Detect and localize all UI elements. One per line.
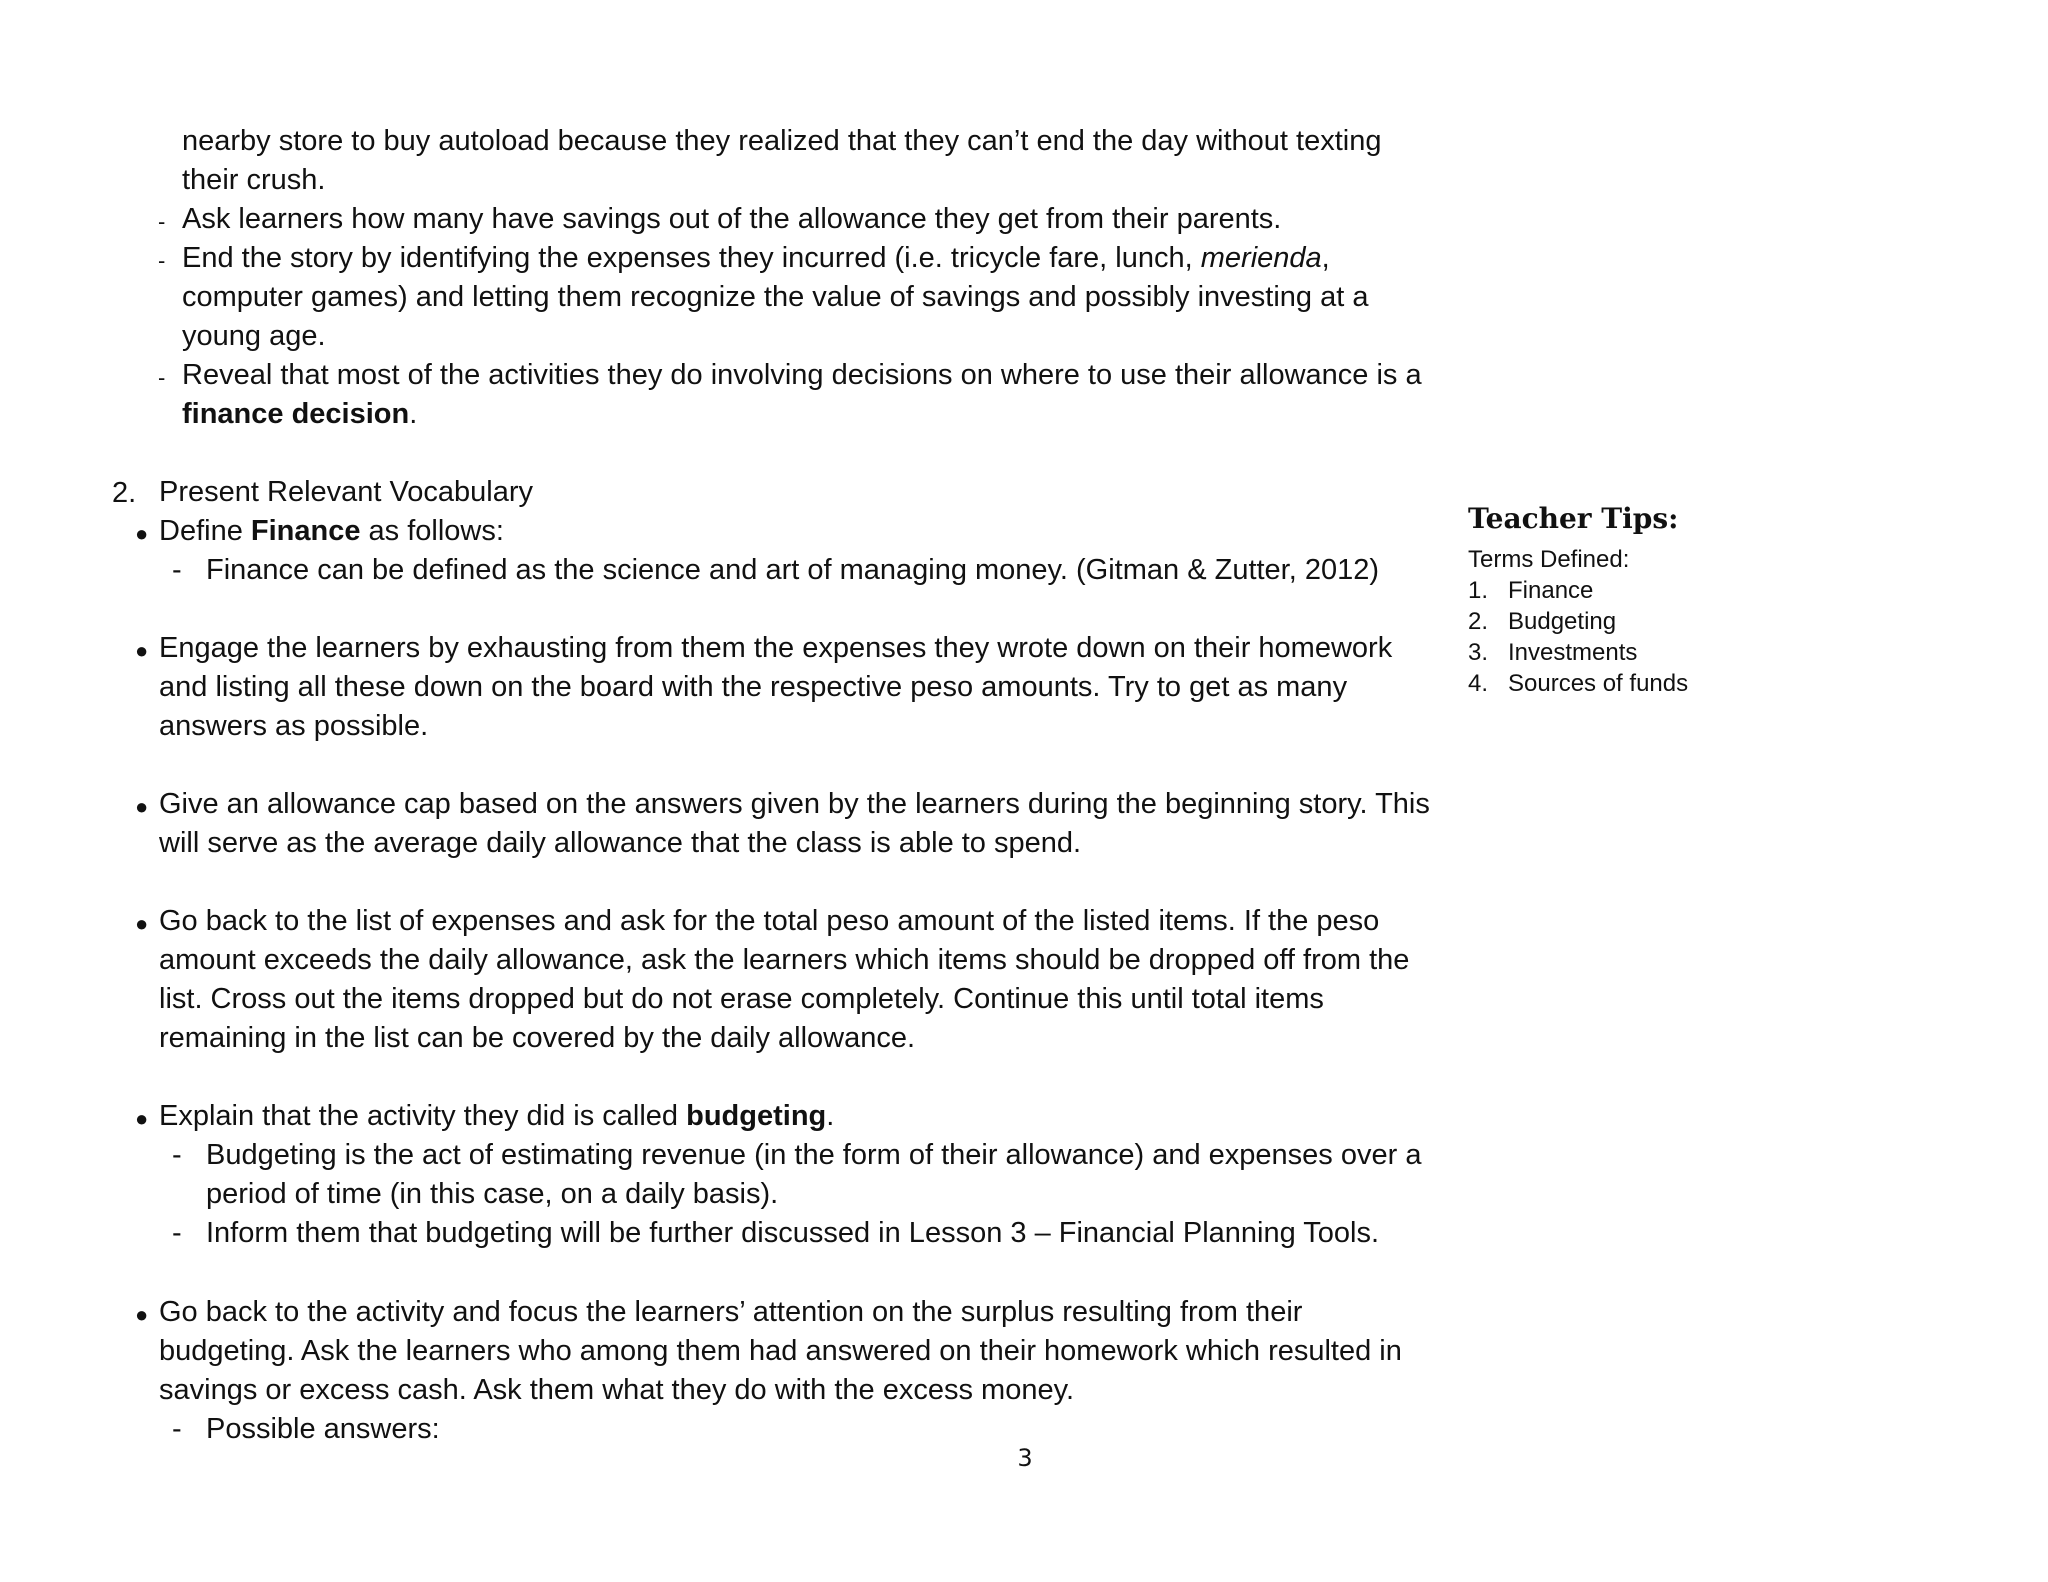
text-line: their crush. [182, 164, 326, 196]
text-line: finance decision. [182, 398, 418, 430]
section-title: Present Relevant Vocabulary [159, 476, 533, 508]
terms-list [1468, 575, 2008, 699]
text-line: Budgeting is the act of estimating revenue (in the form of their allowance) and expenses over a [206, 1139, 1422, 1171]
term-finance: Finance [250, 515, 361, 547]
dash-marker: - [158, 209, 166, 234]
term-finance-decision: finance decision [182, 398, 410, 430]
text-line: Define Finance as follows: [159, 515, 504, 547]
text-line: savings or excess cash. Ask them what they do with the excess money. [159, 1374, 1075, 1406]
bullet-marker: ● [135, 911, 149, 936]
text-line: Explain that the activity they did is called budgeting. [159, 1100, 835, 1132]
text-line: young age. [182, 320, 326, 352]
text-line: remaining in the list can be covered by the daily allowance. [159, 1022, 916, 1054]
text-line: Inform them that budgeting will be further discussed in Lesson 3 – Financial Planning Tools. [206, 1217, 1380, 1249]
section-number: 2. [112, 477, 137, 509]
term-budgeting: budgeting [686, 1100, 827, 1132]
term-item: 1. Finance [1468, 577, 1594, 604]
bullet-marker: ● [135, 638, 149, 663]
dash-marker: - [172, 1217, 182, 1249]
dash-marker: - [158, 365, 166, 390]
bullet-marker: ● [135, 1302, 149, 1327]
text-line: period of time (in this case, on a daily basis). [206, 1178, 779, 1210]
text-line: Finance can be defined as the science and art of managing money. (Gitman & Zutter, 2012) [206, 554, 1380, 586]
term-item: 3. Investments [1468, 639, 1638, 666]
dash-marker: - [172, 1413, 182, 1445]
text-line: Ask learners how many have savings out of the allowance they get from their parents. [182, 203, 1282, 235]
term-item: 4. Sources of funds [1468, 670, 1689, 697]
terms-defined-label: Terms Defined: [1468, 546, 1630, 573]
text-line: and listing all these down on the board with the respective peso amounts. Try to get as many [159, 671, 1348, 703]
text-line: End the story by identifying the expenses they incurred (i.e. tricycle fare, lunch, merienda, [182, 242, 1330, 274]
text-line: Go back to the list of expenses and ask for the total peso amount of the listed items. If the peso [159, 905, 1380, 937]
text-line: will serve as the average daily allowance that the class is able to spend. [159, 827, 1082, 859]
text-line: answers as possible. [159, 710, 429, 742]
bullet-marker: ● [135, 521, 149, 546]
text-line: Possible answers: [206, 1413, 440, 1445]
dash-marker: - [172, 554, 182, 586]
text-line: nearby store to buy autoload because they realized that they can’t end the day without texting [182, 125, 1382, 157]
text-line: list. Cross out the items dropped but do not erase completely. Continue this until total items [159, 983, 1324, 1015]
text-line: budgeting. Ask the learners who among them had answered on their homework which resulted in [159, 1335, 1402, 1367]
bullet-marker: ● [135, 1106, 149, 1131]
page-number: 3 [1017, 1444, 1033, 1472]
bullet-marker: ● [135, 794, 149, 819]
dash-marker: - [172, 1139, 182, 1171]
term-item: 2. Budgeting [1468, 608, 1617, 635]
dash-marker: - [158, 248, 166, 273]
text-line: Give an allowance cap based on the answers given by the learners during the beginning story. This [159, 788, 1430, 820]
teacher-tips-sidebar [1468, 500, 2008, 699]
text-line: Reveal that most of the activities they do involving decisions on where to use their allowance is a [182, 359, 1422, 391]
teacher-tips-title: Teacher Tips: [1468, 502, 1679, 535]
text-line: computer games) and letting them recognize the value of savings and possibly investing at a [182, 281, 1369, 313]
text-line: Engage the learners by exhausting from them the expenses they wrote down on their homework [159, 632, 1393, 664]
emphasis-merienda: merienda [1200, 242, 1322, 274]
text-line: Go back to the activity and focus the learners’ attention on the surplus resulting from their [159, 1296, 1303, 1328]
text-line: amount exceeds the daily allowance, ask the learners which items should be dropped off from the [159, 944, 1410, 976]
